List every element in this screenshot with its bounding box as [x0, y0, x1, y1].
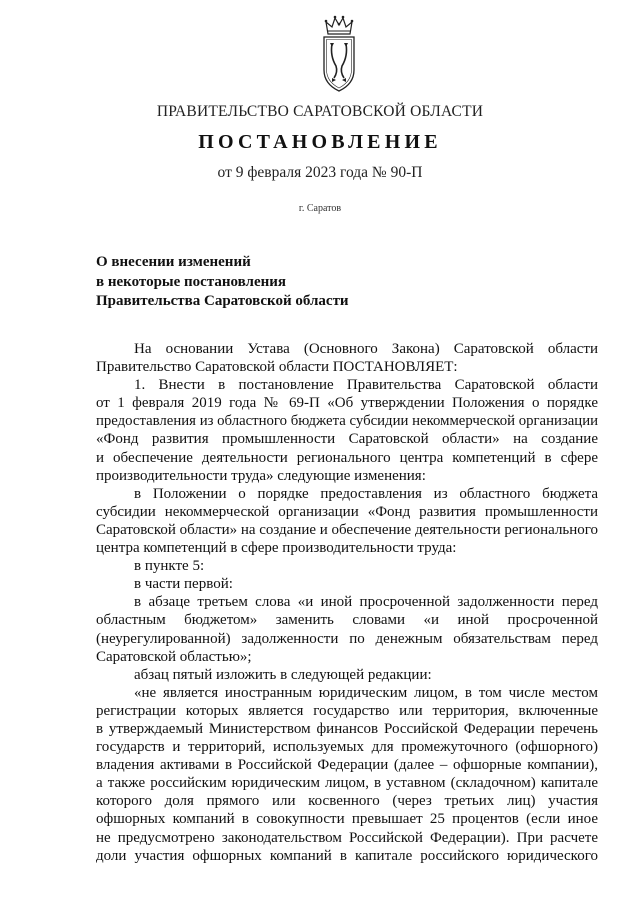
- body-line: «не является иностранным юридическим лицом, в том числе местом: [134, 684, 598, 701]
- body-line: На основании Устава (Основного Закона) Саратовской области: [134, 341, 598, 357]
- body-line: доли участия офшорных компаний в капитале российского юридического: [96, 847, 598, 864]
- body-line: которого доля прямого или косвенного (через третьих лиц) участия: [96, 793, 598, 810]
- body-line: в утверждаемый Министерством финансов Российской Федерации перечень: [96, 720, 598, 737]
- body-line: от 1 февраля 2019 года № 69-П «Об утверждении Положения о порядке: [96, 395, 598, 412]
- document-subject: [96, 253, 349, 312]
- document-date-number: от 9 февраля 2023 года № 90-П: [217, 164, 423, 181]
- body-line: владения активами в Российской Федерации (далее – офшорные компании),: [96, 757, 598, 774]
- body-line: абзац пятый изложить в следующей редакции:: [134, 666, 432, 683]
- body-line: 1. Внести в постановление Правительства Саратовской области: [134, 377, 598, 394]
- body-line: (неурегулированной) задолженности по денежным обязательствам перед: [96, 630, 598, 647]
- body-line: не предусмотрено законодательством Российской Федерации). При расчете: [96, 829, 598, 846]
- body-line: центра компетенций в сфере производительности труда:: [96, 540, 457, 557]
- subject-line: Правительства Саратовской области: [96, 293, 349, 309]
- body-line: Правительство Саратовской области ПОСТАНОВЛЯЕТ:: [96, 359, 458, 376]
- body-line: государств и территорий, используемых для промежуточного (офшорного): [96, 739, 598, 756]
- subject-line: О внесении изменений: [96, 254, 251, 270]
- body-line: производительности труда» следующие изменения:: [96, 467, 426, 484]
- body-line: Саратовской области» на создание и обеспечение деятельности регионального: [96, 521, 598, 538]
- document-type-title: ПОСТАНОВЛЕНИЕ: [198, 131, 442, 153]
- subject-line: в некоторые постановления: [96, 273, 287, 290]
- body-line: в части первой:: [134, 576, 233, 593]
- body-line: Саратовской областью»;: [96, 648, 252, 665]
- document-body: [96, 340, 598, 865]
- government-name: ПРАВИТЕЛЬСТВО САРАТОВСКОЙ ОБЛАСТИ: [156, 103, 484, 120]
- body-line: в абзаце третьем слова «и иной просроченной задолженности перед: [134, 594, 598, 611]
- body-line: офшорных компаний в совокупности превышает 25 процентов (если иное: [96, 811, 598, 828]
- document-city: г. Саратов: [298, 203, 342, 214]
- body-line: в пункте 5:: [134, 558, 205, 575]
- body-line: «Фонд развития промышленности Саратовской области» на создание: [96, 431, 598, 448]
- body-line: в Положении о порядке предоставления из областного бюджета: [134, 485, 598, 502]
- body-line: а также российским юридическим лицом, в уставном (складочном) капитале: [96, 775, 598, 792]
- body-line: областным бюджетом» заменить словами «и иной просроченной: [96, 612, 598, 629]
- body-line: субсидии некоммерческой организации «Фонд развития промышленности: [96, 503, 598, 520]
- saratov-coat-of-arms-icon: [318, 14, 360, 94]
- body-line: регистрации которых является государство или территория, включенные: [96, 702, 598, 719]
- body-line: предоставления из областного бюджета субсидии некоммерческой организации: [96, 413, 598, 430]
- body-line: и обеспечение деятельности регионального центра компетенций в сфере: [96, 449, 598, 466]
